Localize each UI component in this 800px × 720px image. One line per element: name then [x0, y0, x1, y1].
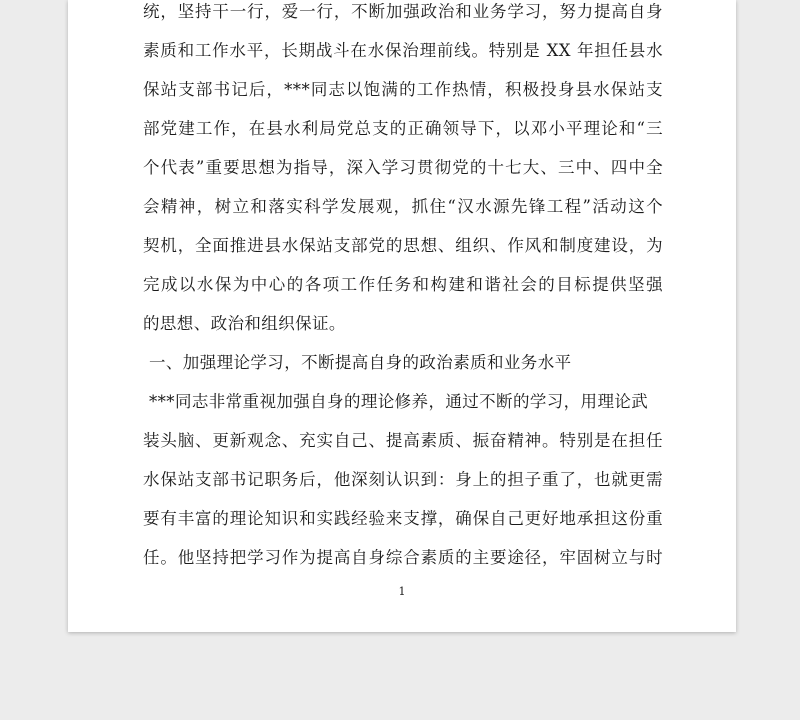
paragraph-line: ***同志非常重视加强自身的理论修养，通过不断的学习，用理论武: [149, 392, 649, 411]
paragraph-line: 契机，全面推进县水保站支部党的思想、组织、作风和制度建设，为: [143, 236, 663, 255]
paragraph-line: 完成以水保为中心的各项工作任务和构建和谐社会的目标提供坚强: [143, 275, 663, 294]
paragraph-line: 个代表”重要思想为指导，深入学习贯彻党的十七大、三中、四中全: [143, 158, 663, 177]
paragraph-line: 会精神，树立和落实科学发展观，抓住“汉水源先锋工程”活动这个: [143, 197, 663, 216]
paragraph-line: 任。他坚持把学习作为提高自身综合素质的主要途径，牢固树立与时: [143, 548, 663, 567]
paragraph-line: 要有丰富的理论知识和实践经验来支撑，确保自己更好地承担这份重: [143, 509, 663, 528]
section-heading: 一、加强理论学习，不断提高自身的政治素质和业务水平: [149, 353, 572, 372]
paragraph-line: 的思想、政治和组织保证。: [143, 314, 346, 333]
document-body: [143, 0, 663, 577]
document-page: [68, 0, 736, 632]
paragraph-line: 水保站支部书记职务后，他深刻认识到：身上的担子重了，也就更需: [143, 470, 663, 489]
paragraph-line: 装头脑、更新观念、充实自己、提高素质、振奋精神。特别是在担任: [143, 431, 663, 450]
paragraph-line: 素质和工作水平，长期战斗在水保治理前线。特别是 XX 年担任县水: [143, 41, 663, 60]
paragraph-line: 部党建工作，在县水利局党总支的正确领导下，以邓小平理论和“三: [143, 119, 663, 138]
paragraph-line: 保站支部书记后，***同志以饱满的工作热情，积极投身县水保站支: [143, 80, 663, 99]
paragraph-line: 统，坚持干一行，爱一行，不断加强政治和业务学习，努力提高自身: [143, 2, 663, 21]
page-number: 1: [398, 585, 406, 598]
